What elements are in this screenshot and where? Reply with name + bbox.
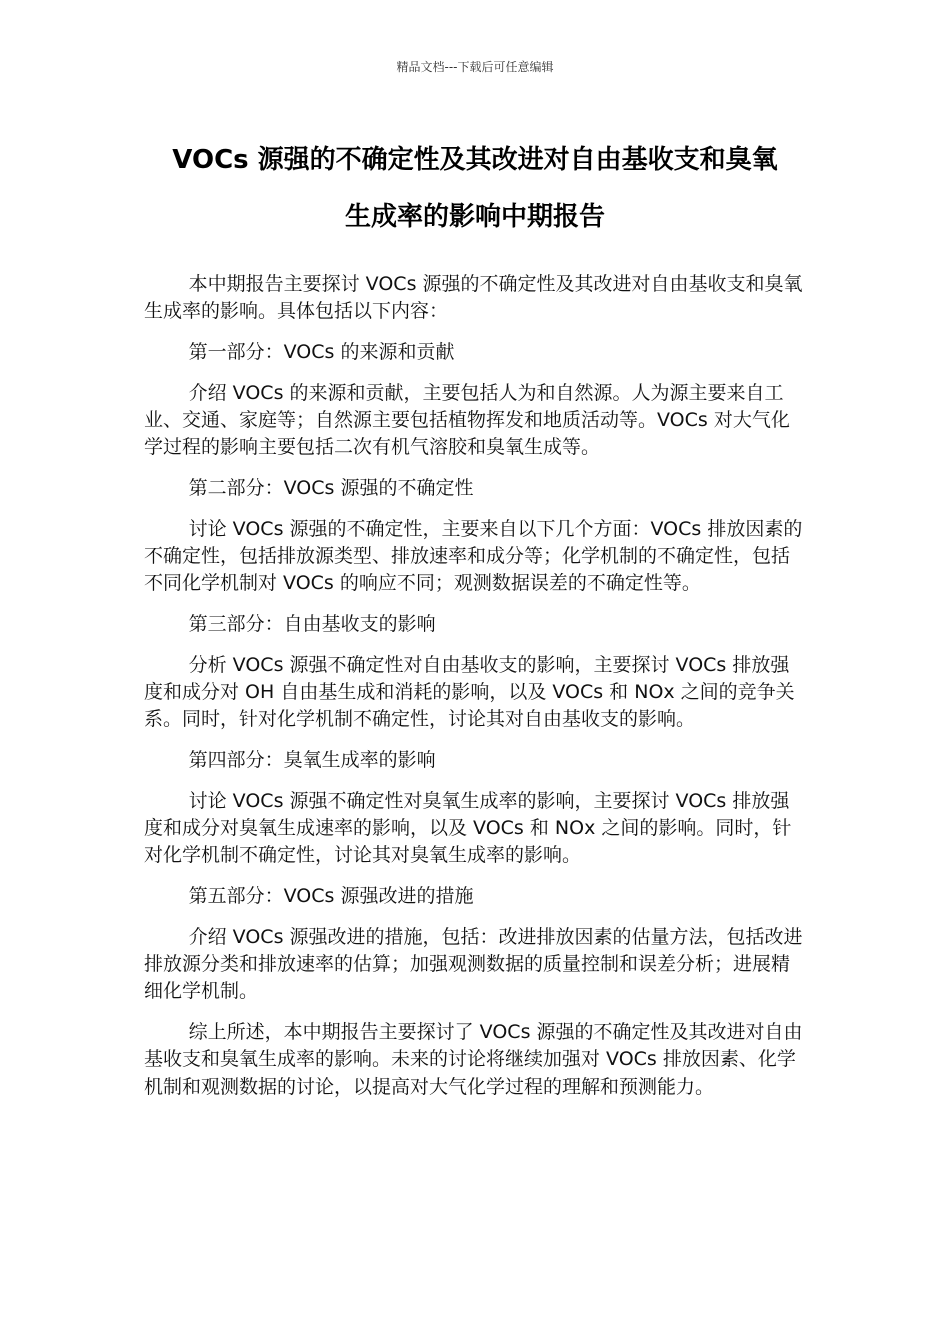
- document-title-line-1: VOCs 源强的不确定性及其改进对自由基收支和臭氧: [172, 145, 778, 175]
- conclusion-paragraph: 综上所述，本中期报告主要探讨了 VOCs 源强的不确定性及其改进对自由基收支和臭氧生成率的影响。未来的讨论将继续加强对 VOCs 排放因素、化学机制和观测数据的讨论，以提高对大气化学过程的理解和预测能力。: [144, 1021, 803, 1098]
- document-title: [130, 132, 820, 246]
- section-paragraph-part-2: 讨论 VOCs 源强的不确定性，主要来自以下几个方面：VOCs 排放因素的不确定性，包括排放源类型、排放速率和成分等；化学机制的不确定性，包括不同化学机制对 VOCs 的响应不同；观测数据误差的不确定性等。: [144, 517, 803, 595]
- intro-paragraph: 本中期报告主要探讨 VOCs 源强的不确定性及其改进对自由基收支和臭氧生成率的影响。具体包括以下内容：: [144, 273, 803, 323]
- section-paragraph-part-4: 讨论 VOCs 源强不确定性对臭氧生成率的影响，主要探讨 VOCs 排放强度和成分对臭氧生成速率的影响，以及 VOCs 和 NOx 之间的影响。同时，针对化学机制不确定性，讨论其对臭氧生成率的影响。: [144, 789, 792, 867]
- header-note: 精品文档---下载后可任意编辑: [396, 60, 554, 74]
- section-heading-part-1: 第一部分：VOCs 的来源和贡献: [188, 341, 455, 363]
- document-body: [144, 271, 804, 1114]
- section-heading-part-2: 第二部分：VOCs 源强的不确定性: [188, 477, 474, 499]
- document-title-line-2: 生成率的影响中期报告: [344, 202, 605, 232]
- section-heading-part-3: 第三部分：自由基收支的影响: [188, 613, 436, 635]
- section-paragraph-part-3: 分析 VOCs 源强不确定性对自由基收支的影响，主要探讨 VOCs 排放强度和成分对 OH 自由基生成和消耗的影响，以及 VOCs 和 NOx 之间的竞争关系。同时，针对化学机制不确定性，讨论其对自由基收支的影响。: [144, 653, 795, 731]
- section-paragraph-part-1: 介绍 VOCs 的来源和贡献，主要包括人为和自然源。人为源主要来自工业、交通、家庭等；自然源主要包括植物挥发和地质活动等。VOCs 对大气化学过程的影响主要包括二次有机气溶胶和臭氧生成等。: [144, 381, 790, 459]
- section-heading-part-5: 第五部分：VOCs 源强改进的措施: [188, 885, 474, 907]
- section-paragraph-part-5: 介绍 VOCs 源强改进的措施，包括：改进排放因素的估量方法，包括改进排放源分类和排放速率的估算；加强观测数据的质量控制和误差分析；进展精细化学机制。: [144, 925, 803, 1003]
- section-heading-part-4: 第四部分：臭氧生成率的影响: [188, 749, 436, 771]
